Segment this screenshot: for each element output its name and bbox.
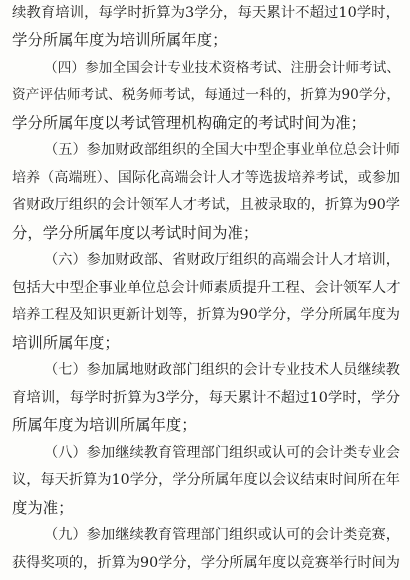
text-line: （四）参加全国会计专业技术资格考试、注册会计师考试、 xyxy=(44,60,400,76)
text-line: 培训所属年度； xyxy=(12,334,120,352)
text-line: （八）参加继续教育管理部门组织或认可的会计类专业会 xyxy=(44,445,400,461)
text-line: 培养（高端班）、国际化高端会计人才等选拔培养考试，或参加 xyxy=(12,170,400,186)
text-line: （七）参加属地财政部门组织的会计专业技术人员继续教 xyxy=(44,362,400,378)
text-line: 续教育培训，每学时折算为3学分，每天累计不超过10学时， xyxy=(12,5,400,21)
text-line: 学分所属年度为培训所属年度； xyxy=(12,31,228,49)
text-line: 分，学分所属年度以考试时间为准； xyxy=(12,224,259,242)
text-line: 学分所属年度以考试管理机构确定的考试时间为准； xyxy=(12,114,366,132)
text-line: （九）参加继续教育管理部门组织或认可的会计类竞赛， xyxy=(44,527,400,543)
text-line: （五）参加财政部组织的全国大中型企事业单位总会计师 xyxy=(44,142,400,158)
text-line: 包括大中型企事业单位总会计师素质提升工程、会计领军人才 xyxy=(12,280,401,296)
text-line: 获得奖项的，折算为90学分，学分所属年度以竞赛举行时间为 xyxy=(12,555,400,571)
text-line: 育培训，每学时折算为3学分，每天累计不超过10学时，学分 xyxy=(12,390,400,406)
text-line: 议，每天折算为10学分，学分所属年度以会议结束时间所在年 xyxy=(12,472,400,488)
text-line: 资产评估师考试、税务师考试，每通过一科的，折算为90学分， xyxy=(12,87,400,103)
text-line: （六）参加财政部、省财政厅组织的高端会计人才培训， xyxy=(44,252,400,268)
text-line: 省财政厅组织的会计领军人才考试，且被录取的，折算为90学 xyxy=(12,197,400,213)
text-line: 所属年度为培训所属年度； xyxy=(12,416,197,434)
text-line: 度为准； xyxy=(12,499,74,517)
text-line: 培养工程及知识更新计划等，折算为90学分，学分所属年度为 xyxy=(12,307,400,323)
